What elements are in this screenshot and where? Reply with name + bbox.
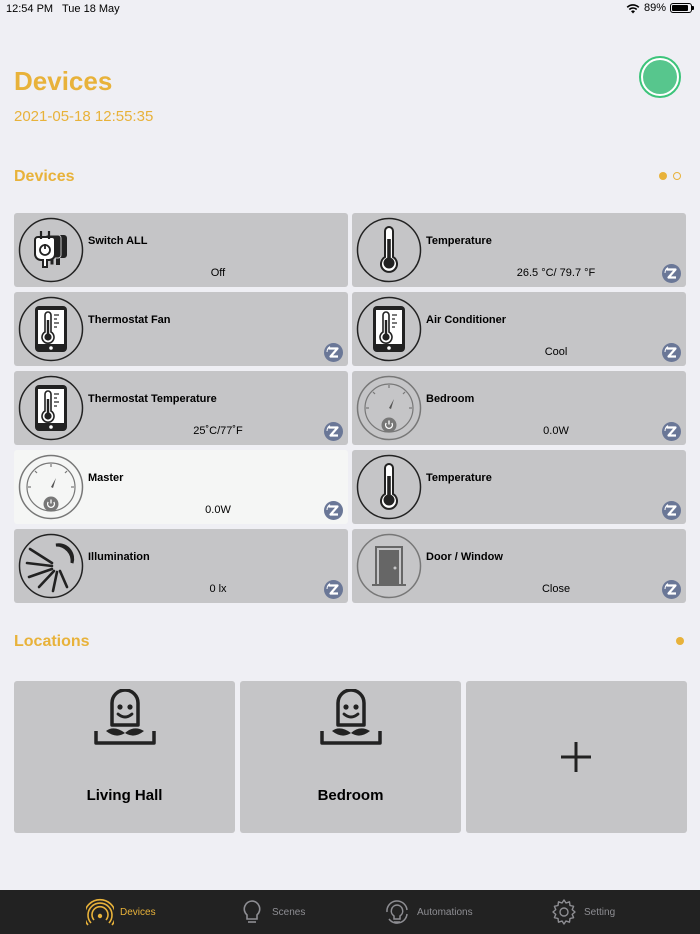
device-name: Bedroom <box>426 393 475 405</box>
device-card[interactable] <box>14 213 348 287</box>
device-state: 0.0W <box>543 425 569 437</box>
thermostat-icon <box>18 296 84 362</box>
lightbulb-icon <box>238 898 266 926</box>
zwave-icon <box>662 264 681 283</box>
zwave-icon <box>662 580 681 599</box>
power-meter-icon <box>356 375 422 441</box>
zwave-icon <box>662 422 681 441</box>
status-bar <box>0 0 700 18</box>
zwave-icon <box>324 501 343 520</box>
illumination-icon <box>18 533 84 599</box>
device-card[interactable] <box>14 529 348 603</box>
device-state: 25˚C/77˚F <box>193 425 243 437</box>
device-card[interactable] <box>352 292 686 366</box>
device-name: Temperature <box>426 235 492 247</box>
plug-icon <box>18 217 84 283</box>
device-state: 26.5 °C/ 79.7 °F <box>516 267 596 279</box>
device-name: Switch ALL <box>88 235 148 247</box>
device-name: Illumination <box>88 551 150 563</box>
device-name: Air Conditioner <box>426 314 507 326</box>
device-card[interactable] <box>352 371 686 445</box>
device-card[interactable] <box>352 529 686 603</box>
zwave-icon <box>324 580 343 599</box>
wifi-icon <box>626 3 640 14</box>
battery-icon <box>670 3 692 13</box>
location-card-living-hall[interactable] <box>14 681 235 833</box>
device-card[interactable] <box>352 213 686 287</box>
locations-page-indicator[interactable] <box>676 637 684 645</box>
room-face-icon <box>320 689 382 751</box>
location-name: Living Hall <box>86 787 163 804</box>
automation-icon <box>383 898 411 926</box>
status-date: Tue 18 May <box>62 3 120 15</box>
tab-automations[interactable] <box>383 890 473 934</box>
tab-label: Automations <box>417 906 473 918</box>
devices-section-title: Devices <box>14 168 75 185</box>
device-name: Door / Window <box>426 551 503 563</box>
device-card[interactable] <box>14 292 348 366</box>
zwave-icon <box>324 422 343 441</box>
locations-section-title: Locations <box>14 633 90 650</box>
tab-devices[interactable] <box>86 890 156 934</box>
devices-icon <box>86 898 114 926</box>
tab-label: Setting <box>584 906 616 918</box>
page-title: Devices <box>14 66 113 96</box>
zwave-icon <box>662 343 681 362</box>
tab-label: Devices <box>120 906 156 918</box>
thermostat-icon <box>18 375 84 441</box>
tab-setting[interactable] <box>550 890 615 934</box>
device-state: Off <box>210 267 226 279</box>
zwave-icon <box>324 343 343 362</box>
page-dot[interactable] <box>673 172 681 180</box>
device-state: Cool <box>544 346 568 358</box>
thermometer-icon <box>356 454 422 520</box>
gear-icon <box>550 898 578 926</box>
device-grid <box>14 213 686 603</box>
devices-page-indicator[interactable] <box>659 172 681 180</box>
connection-status-indicator[interactable] <box>639 56 681 98</box>
device-name: Thermostat Temperature <box>88 393 217 405</box>
door-icon <box>356 533 422 599</box>
tab-label: Scenes <box>272 906 306 918</box>
zwave-icon <box>662 501 681 520</box>
page-dot-active[interactable] <box>676 637 684 645</box>
thermostat-icon <box>356 296 422 362</box>
add-location-button[interactable] <box>466 681 687 833</box>
device-card[interactable] <box>14 371 348 445</box>
location-list <box>14 681 687 833</box>
device-name: Master <box>88 472 124 484</box>
plus-icon <box>560 741 592 773</box>
room-face-icon <box>94 689 156 751</box>
device-state: Close <box>541 583 571 595</box>
page-dot-active[interactable] <box>659 172 667 180</box>
device-state: 0.0W <box>205 504 231 516</box>
location-name: Bedroom <box>317 787 384 804</box>
status-indicators <box>626 2 692 14</box>
page-datetime: 2021-05-18 12:55:35 <box>14 108 154 125</box>
device-name: Temperature <box>426 472 492 484</box>
power-meter-icon <box>18 454 84 520</box>
location-card-bedroom[interactable] <box>240 681 461 833</box>
device-state: 0 lx <box>209 583 227 595</box>
thermometer-icon <box>356 217 422 283</box>
device-card[interactable] <box>352 450 686 524</box>
tab-bar <box>0 890 700 934</box>
device-card[interactable] <box>14 450 348 524</box>
battery-percent: 89% <box>643 2 666 14</box>
status-time: 12:54 PM <box>6 3 54 15</box>
tab-scenes[interactable] <box>238 890 305 934</box>
device-name: Thermostat Fan <box>88 314 171 326</box>
